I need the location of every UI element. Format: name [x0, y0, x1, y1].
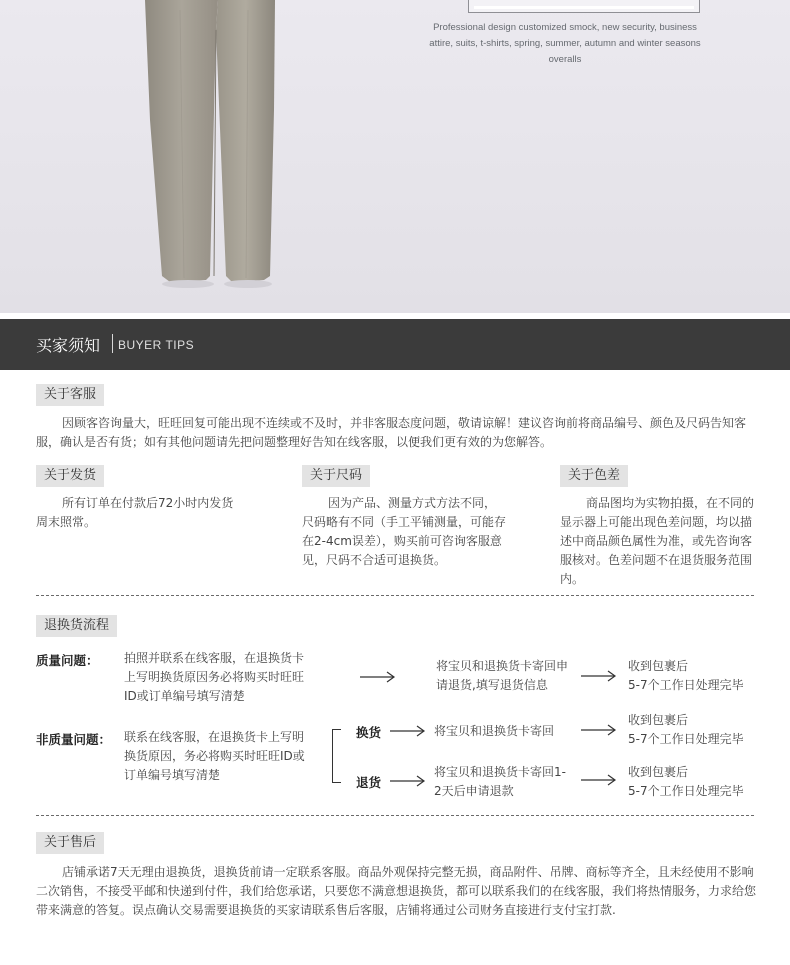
- shipping-text: 所有订单在付款后72小时内发货周末照常。: [36, 496, 234, 529]
- customer-service-text: 因顾客咨询量大，旺旺回复可能出现不连续或不及时，并非客服态度问题，敬请谅解！建议咨询前将商品编号、颜色及尺码告知客服，确认是否有货；如有其他问题请先把问题整理好告知在线客服，以便我们更有效的为您解答。: [36, 416, 747, 449]
- exchange-result-line2: 5-7个工作日处理完毕: [628, 732, 744, 746]
- non-quality-issue-label: 非质量问题：: [36, 732, 112, 747]
- divider-2: [36, 815, 754, 816]
- tag-returns: 退换货流程: [36, 615, 117, 637]
- quality-issue-desc: 拍照并联系在线客服，在退换货卡上写明换货原因务必将购买时旺旺ID或订单编号填写清楚: [124, 651, 305, 703]
- refund-result-line2: 5-7个工作日处理完毕: [628, 784, 744, 798]
- header-divider: [112, 334, 113, 353]
- exchange-label: 换货: [356, 725, 382, 740]
- quality-result-line2: 5-7个工作日处理完毕: [628, 678, 744, 692]
- tag-color: 关于色差: [560, 465, 628, 487]
- non-quality-issue-desc: 联系在线客服，在退换货卡上写明换货原因，务必将购买时旺旺ID或订单编号填写清楚: [124, 730, 305, 782]
- trousers-image: [140, 0, 300, 290]
- exchange-result-line1: 收到包裹后: [628, 713, 689, 727]
- quality-issue-step: 将宝贝和退换货卡寄回申请退货,填写退货信息: [436, 659, 569, 692]
- tag-shipping: 关于发货: [36, 465, 104, 487]
- quality-result-line1: 收到包裹后: [628, 659, 689, 673]
- arrow-right-icon: [581, 724, 617, 736]
- refund-label: 退货: [356, 775, 382, 790]
- refund-result-line1: 收到包裹后: [628, 765, 689, 779]
- size-text: 因为产品、测量方式方法不同，尺码略有不同（手工平铺测量，可能存在2-4cm误差），购买前可咨询客服意见，尺码不合适可退换货。: [302, 496, 507, 567]
- arrow-right-icon: [581, 774, 617, 786]
- exchange-step: 将宝贝和退换货卡寄回: [434, 724, 555, 738]
- header-title-cn: 买家须知: [36, 336, 101, 355]
- color-text: 商品图均为实物拍摄，在不同的显示器上可能出现色差问题，均以描述中商品颜色属性为准，或先咨询客服核对。色差问题不在退货服务范围内。: [560, 496, 755, 586]
- tag-after-sales: 关于售后: [36, 832, 104, 854]
- arrow-right-icon: [581, 670, 617, 682]
- quality-issue-label: 质量问题：: [36, 653, 99, 668]
- arrow-right-icon: [360, 671, 396, 683]
- buyer-tips-header: [0, 319, 790, 370]
- product-photo: [0, 0, 790, 313]
- process-bracket: [332, 729, 341, 783]
- caption-frame: [468, 0, 700, 13]
- product-caption: Professional design customized smock, new security, business attire, suits, t-shirts, spring, summer, autumn and winter seasons overalls: [429, 22, 701, 65]
- arrow-right-icon: [390, 725, 426, 737]
- arrow-right-icon: [390, 775, 426, 787]
- tag-size: 关于尺码: [302, 465, 370, 487]
- header-title-en: BUYER TIPS: [118, 338, 195, 352]
- after-sales-text: 店铺承诺7天无理由退换货，退换货前请一定联系客服。商品外观保持完整无损，商品附件、吊牌、商标等齐全，且未经使用不影响二次销售，不接受平邮和快递到付件，我们给您承诺，只要您不满意想退换货，都可以联系我们的在线客服，我们将热情服务，力求给您带来满意的答复。误点确认交易需要退换货的买家请联系售后客服，店铺将通过公司财务直接进行支付宝打款.: [36, 865, 757, 917]
- divider-1: [36, 595, 754, 596]
- tag-customer-service: 关于客服: [36, 384, 104, 406]
- refund-step: 将宝贝和退换货卡寄回1-2天后申请退款: [434, 765, 566, 798]
